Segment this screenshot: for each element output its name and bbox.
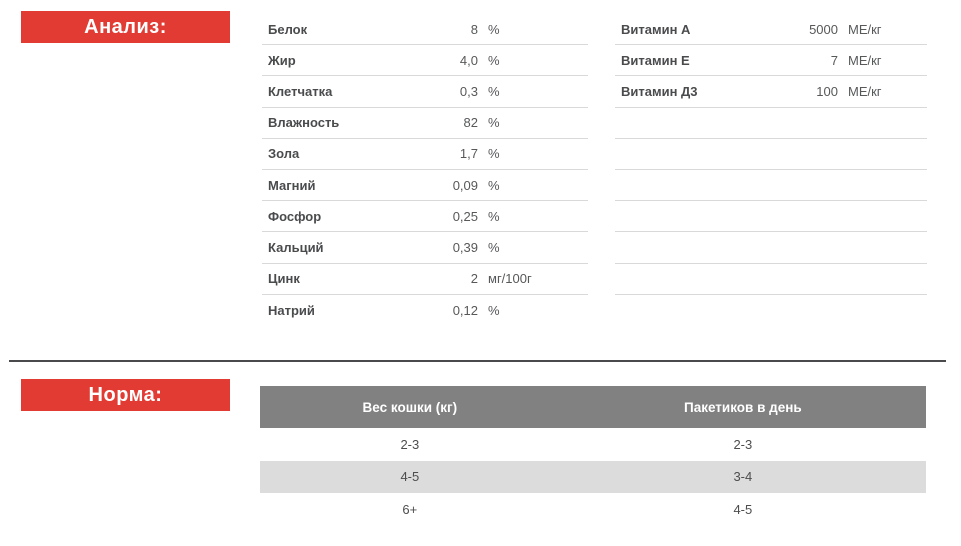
table-row: [262, 295, 588, 326]
nutrient-unit: мг/100г: [488, 271, 532, 287]
vitamin-value: 100: [816, 83, 838, 99]
table-row-empty: [615, 232, 927, 263]
nutrient-unit: %: [488, 302, 500, 318]
nutrient-label: Белок: [268, 21, 308, 37]
table-row: [260, 428, 926, 461]
table-row: [260, 493, 926, 526]
column-header-pouches-per-day: Пакетиков в день: [684, 399, 802, 415]
nutrient-label: Жир: [268, 52, 296, 68]
nutrient-label: Кальций: [268, 239, 324, 255]
section-divider: [9, 360, 946, 362]
vitamin-unit: МЕ/кг: [848, 52, 882, 68]
table-row: [615, 76, 927, 107]
analysis-badge: Анализ:: [21, 11, 230, 43]
pouches-value: 3-4: [733, 469, 753, 485]
nutrient-value: 8: [470, 21, 478, 37]
nutrient-label: Клетчатка: [268, 83, 333, 99]
nutrient-value: 0,25: [452, 208, 478, 224]
table-row: [262, 14, 588, 45]
nutrient-unit: %: [488, 52, 500, 68]
nutrient-value: 82: [463, 115, 478, 131]
vitamin-label: Витамин Д3: [621, 83, 698, 99]
table-row: [260, 461, 926, 494]
table-row: [262, 108, 588, 139]
table-row: [615, 14, 927, 45]
nutrient-value: 0,09: [452, 177, 478, 193]
feeding-norm-table: [260, 386, 926, 526]
nutrient-label: Цинк: [268, 271, 300, 287]
vitamin-unit: МЕ/кг: [848, 21, 882, 37]
analysis-table-vitamins: [615, 14, 927, 326]
cat-weight-value: 4-5: [400, 469, 420, 485]
nutrient-value: 4,0: [459, 52, 478, 68]
nutrient-value: 2: [470, 271, 478, 287]
nutrient-unit: %: [488, 239, 500, 255]
analysis-table-nutrients: [262, 14, 588, 326]
vitamin-unit: МЕ/кг: [848, 83, 882, 99]
nutrient-value: 0,39: [452, 239, 478, 255]
table-row-empty: [615, 201, 927, 232]
table-row: [615, 45, 927, 76]
nutrient-label: Влажность: [268, 115, 340, 131]
vitamin-label: Витамин А: [621, 21, 691, 37]
table-row: [262, 232, 588, 263]
cat-weight-value: 2-3: [400, 436, 420, 452]
nutrient-label: Магний: [268, 177, 316, 193]
nutrient-label: Зола: [268, 146, 300, 162]
table-row-empty: [615, 108, 927, 139]
nutrient-unit: %: [488, 208, 500, 224]
nutrient-value: 1,7: [459, 146, 478, 162]
vitamin-label: Витамин Е: [621, 52, 690, 68]
nutrient-value: 0,3: [459, 83, 478, 99]
table-row: [262, 170, 588, 201]
table-row: [262, 76, 588, 107]
pouches-value: 4-5: [733, 501, 753, 517]
vitamin-value: 5000: [809, 21, 838, 37]
table-row: [262, 264, 588, 295]
nutrient-label: Фосфор: [268, 208, 322, 224]
norm-badge: Норма:: [21, 379, 230, 411]
table-row-empty: [615, 295, 927, 326]
table-row-empty: [615, 264, 927, 295]
nutrient-unit: %: [488, 146, 500, 162]
nutrient-unit: %: [488, 83, 500, 99]
nutrient-unit: %: [488, 21, 500, 37]
nutrient-unit: %: [488, 177, 500, 193]
nutrient-unit: %: [488, 115, 500, 131]
table-row: [262, 45, 588, 76]
table-row-empty: [615, 170, 927, 201]
feeding-norm-header: [260, 386, 926, 428]
table-row: [262, 201, 588, 232]
column-header-cat-weight: Вес кошки (кг): [362, 399, 458, 415]
nutrient-label: Натрий: [268, 302, 315, 318]
pouches-value: 2-3: [733, 436, 753, 452]
cat-weight-value: 6+: [402, 501, 418, 517]
table-row-empty: [615, 139, 927, 170]
nutrient-value: 0,12: [452, 302, 478, 318]
vitamin-value: 7: [830, 52, 838, 68]
table-row: [262, 139, 588, 170]
